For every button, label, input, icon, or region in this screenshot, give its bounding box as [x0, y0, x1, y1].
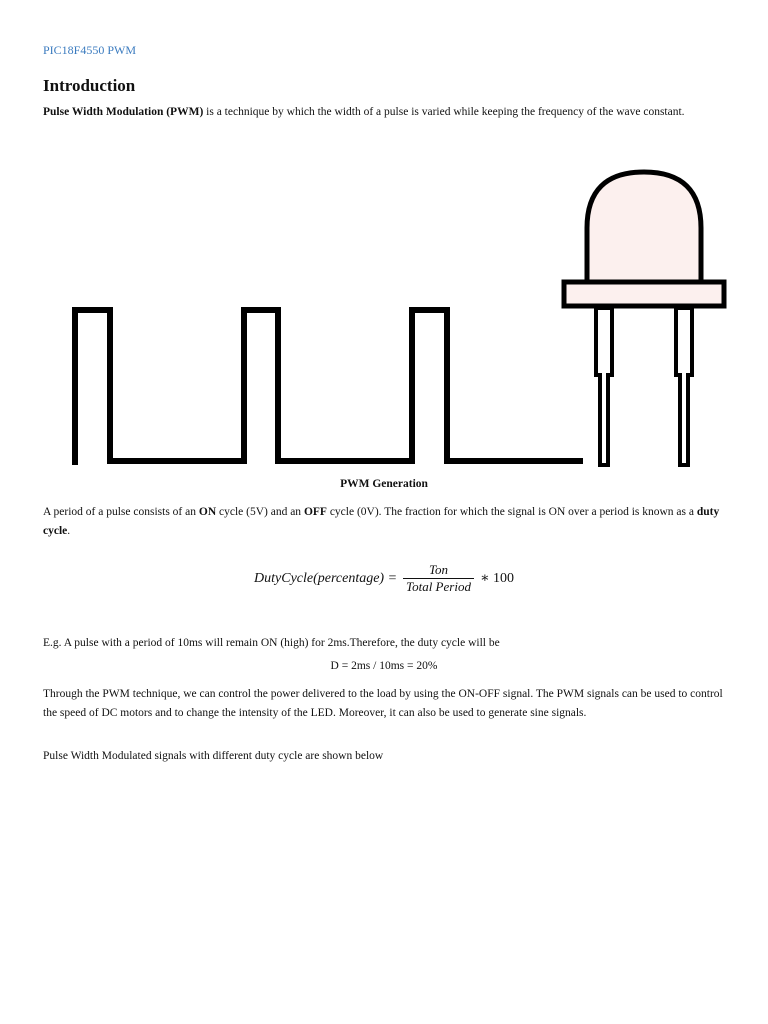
off-term: OFF [303, 506, 327, 518]
pwm-figure [0, 160, 768, 472]
section-heading: Introduction [43, 76, 136, 95]
formula-fraction [403, 562, 474, 595]
pwm-waveform [75, 310, 583, 465]
pwm-term: Pulse Width Modulation (PWM) [43, 106, 204, 118]
period-text-2: cycle (5V) and an [216, 506, 304, 518]
power-paragraph: Through the PWM technique, we can control the power delivered to the load by using the ON-OFF signal. The PWM signals can be used to control the speed of DC motors and to change the intensity of the LED. Moreover, it can also be used to generate sine signals. [43, 688, 723, 719]
period-text-3: cycle (0V). The fraction for which the signal is ON over a period is known as a [326, 506, 697, 518]
period-text-4: . [67, 525, 71, 537]
breadcrumb-link[interactable]: PIC18F4550 PWM [43, 43, 137, 57]
formula-numerator: Ton [428, 562, 449, 577]
duty-cycle-term: duty cycle [43, 506, 720, 537]
figure-caption: PWM Generation [340, 478, 428, 490]
example-paragraph: E.g. A pulse with a period of 10ms will remain ON (high) for 2ms.Therefore, the duty cycle will be [43, 637, 500, 649]
formula-rhs: ∗ 100 [479, 571, 514, 586]
led-icon [587, 172, 701, 282]
closing-paragraph: Pulse Width Modulated signals with different duty cycle are shown below [43, 750, 384, 762]
period-text-1: A period of a pulse consists of an [43, 506, 199, 518]
formula-lhs: DutyCycle(percentage) = [254, 570, 398, 586]
formula-denominator: Total Period [403, 578, 474, 595]
led-lead-right [676, 308, 692, 465]
intro-paragraph [43, 103, 728, 122]
on-term: ON [198, 506, 217, 518]
duty-cycle-formula [0, 562, 768, 595]
intro-text: is a technique by which the width of a pulse is varied while keeping the frequency of the wave constant. [203, 106, 685, 118]
led-rim [564, 282, 724, 306]
period-paragraph [43, 503, 728, 541]
duty-calculation: D = 2ms / 10ms = 20% [330, 660, 438, 672]
